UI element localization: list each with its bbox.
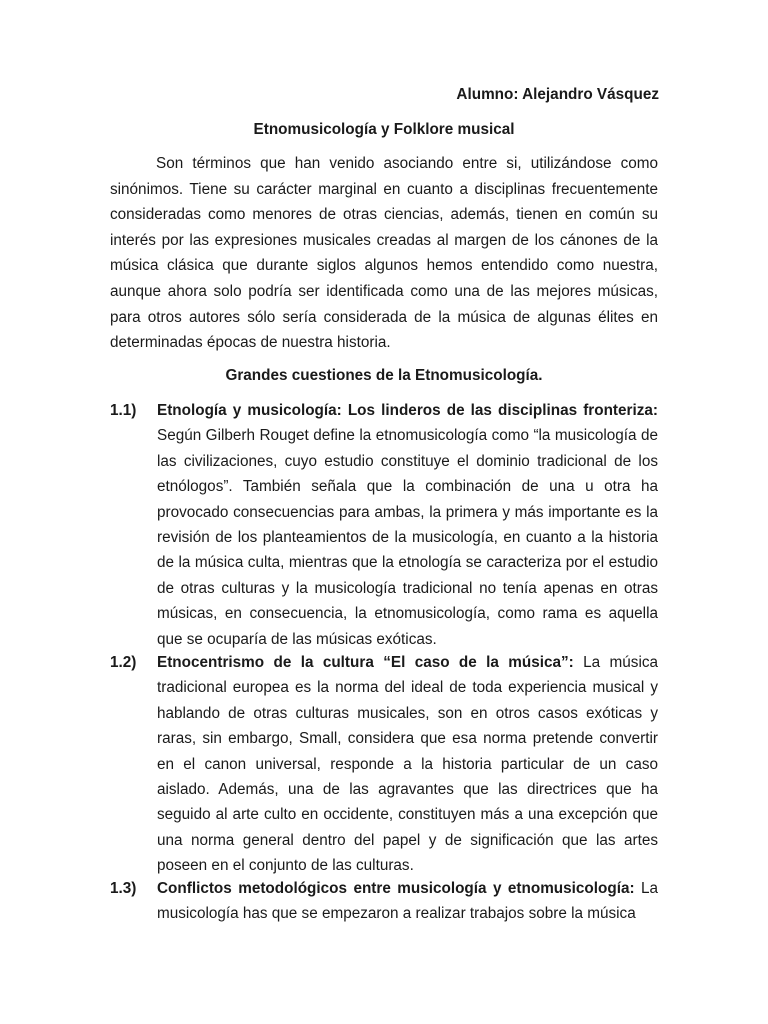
section-body (157, 650, 658, 879)
section-heading: Etnología y musicología: Los linderos de las disciplinas fronteriza: (157, 402, 658, 419)
section-body (157, 398, 658, 652)
document-title: Etnomusicología y Folklore musical (253, 121, 515, 138)
section-heading: Etnocentrismo de la cultura “El caso de la música”: (157, 654, 574, 671)
section-body (157, 876, 658, 927)
intro-paragraph: Son términos que han venido asociando entre si, utilizándose como sinónimos. Tiene su carácter marginal en cuanto a disciplinas frecuentemente consideradas como menores de otras ciencias, además, tienen en común su interés por las expresiones musicales creadas al margen de los cánones de la música clásica que durante siglos algunos hemos entendido como nuestra, aunque ahora solo podría ser identificada como una de las mejores músicas, para otros autores sólo sería considerada de la música de algunas élites en determinadas épocas de nuestra historia. (110, 155, 658, 352)
section-subtitle: Grandes cuestiones de la Etnomusicología. (225, 367, 543, 384)
section-text: Según Gilberh Rouget define la etnomusicología como “la musicología de las civilizaciones, cuyo estudio constituye el dominio tradicional de los etnólogos”. También señala que la combinación de una u otra ha provocado consecuencias para ambas, la primera y más importante es la revisión de los planteamientos de la musicología, en cuanto a la historia de la música culta, mientras que la etnología se caracteriza por el estudio de otras culturas y la musicología tradicional no tenía apenas en otras músicas, en consecuencia, la etnomusicología, como rama es aquella que se ocuparía de las músicas exóticas. (157, 427, 658, 648)
section-heading: Conflictos metodológicos entre musicología y etnomusicología: (157, 880, 635, 897)
section-number: 1.3) (110, 880, 137, 897)
section-number: 1.2) (110, 654, 137, 671)
section-number: 1.1) (110, 402, 137, 419)
author-line: Alumno: Alejandro Vásquez (456, 86, 659, 103)
section-text: La música tradicional europea es la norma del ideal de toda experiencia musical y hablando de otras culturas musicales, son en otros casos exóticas y raras, sin embargo, Small, considera que esa norma pretende convertir en el canon universal, responde a la historia particular de un caso aislado. Además, una de las agravantes que las directrices que ha seguido al arte culto en occidente, constituyen más a una excepción que una norma general dentro del papel y de significación que las artes poseen en el conjunto de las culturas. (157, 654, 659, 875)
section-text: La musicología has que se empezaron a realizar trabajos sobre la música (157, 880, 658, 923)
